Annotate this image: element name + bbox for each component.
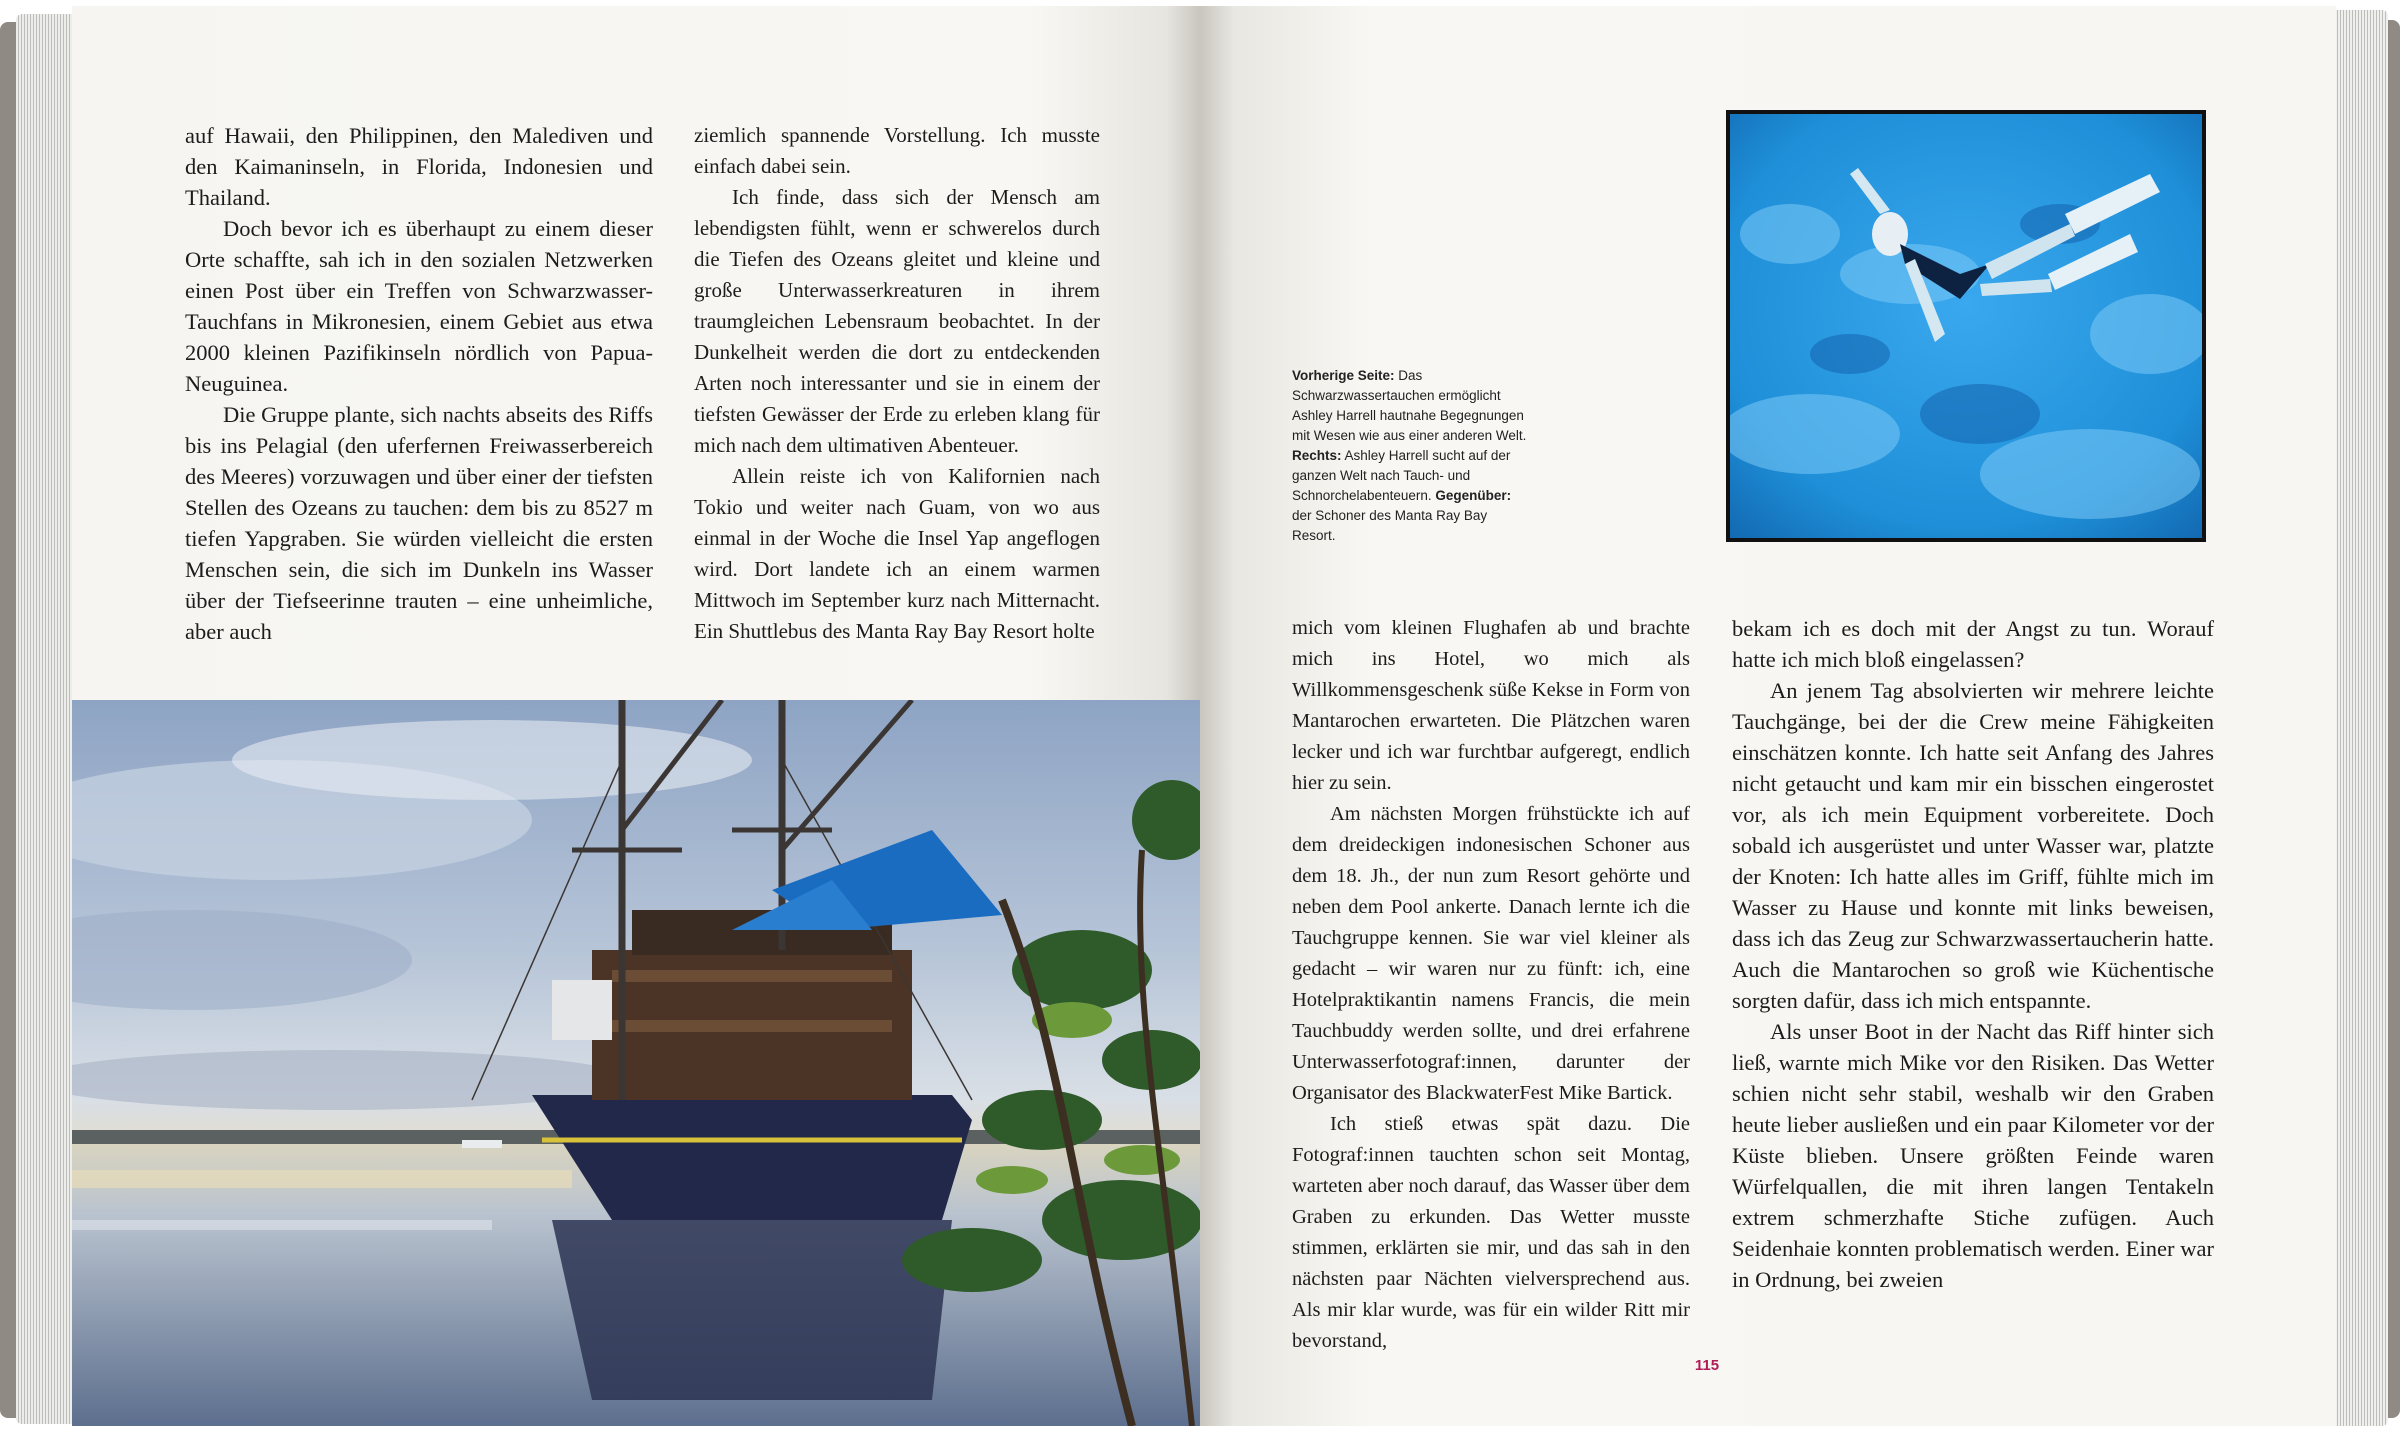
caption-text: Ashley Harrell sucht auf der ganzen Welt nach Tauch- und Schnorchelabenteuern. xyxy=(1292,448,1511,503)
paragraph: Am nächsten Morgen frühstückte ich auf dem dreideckigen indonesischen Schoner aus dem 18. Jh., der nun zum Resort gehörte und neben dem Pool ankerte. Danach lernte ich die Tauchgruppe kennen. Sie war viel kleiner als gedacht – wir waren nur zu fünft: ich, eine Hotelpraktikantin namens Francis, die mein Tauchbuddy werden sollte, und drei erfahrene Unterwasserfotograf:innen, darunter der Organisator des BlackwaterFest Mike Bartick. xyxy=(1292,803,1690,1104)
paragraph: Allein reiste ich von Kalifornien nach Tokio und weiter nach Guam, von wo aus einmal in der Woche die Insel Yap angeflogen wird. Dort landete ich an einem warmen Mittwoch im September kurz nach Mitternacht. Ein Shuttlebus des Manta Ray Bay Resort holte xyxy=(694,464,1100,643)
paragraph: Die Gruppe plante, sich nachts abseits des Riffs bis ins Pelagial (den uferfernen Freiwasserbereich des Meeres) vorzuwagen und über einer der tiefsten Stellen des Ozeans zu tauchen: dem bis zu 8527 m tiefen Yapgraben. Sie würden vielleicht die ersten Menschen sein, die sich im Dunkeln ins Wasser über der Tiefseerinne trauten – eine unheimliche, aber auch xyxy=(185,402,653,644)
paragraph: auf Hawaii, den Philippinen, den Malediven und den Kaimaninseln, in Florida, Indonesien und Thailand. xyxy=(185,123,653,210)
paragraph: Ich finde, dass sich der Mensch am lebendigsten fühlt, wenn er schwerelos durch die Tiefen des Ozeans gleitet und kleine und große Unterwasserkreaturen in ihrem traumgleichen Lebensraum beobachtet. In der Dunkelheit werden die dort zu entdeckenden Arten noch interessanter und sie in einem der tiefsten Gewässer der Erde zu erleben klang für mich nach dem ultimativen Abenteuer. xyxy=(694,185,1100,457)
page-number: 115 xyxy=(1694,1357,1720,1374)
right-text-column-2 xyxy=(1732,613,2214,1295)
paragraph: An jenem Tag absolvierten wir mehrere leichte Tauchgänge, bei der die Crew meine Fähigkeiten einschätzen konnte. Ich hatte seit Anfang des Jahres nicht getaucht und kam mir ein bisschen eingerostet vor, als ich mein Equipment vorbereitete. Doch sobald ich ausgerüstet und unter Wasser war, platzte der Knoten: Ich hatte alles im Griff, fühlte mich im Wasser zu Hause und konnte mit links beweisen, dass ich das Zeug zur Schwarzwassertaucherin hatte. Auch die Mantarochen so groß wie Küchentische sorgten dafür, dass ich mich entspannte. xyxy=(1732,678,2214,1013)
paragraph: ziemlich spannende Vorstellung. Ich musste einfach dabei sein. xyxy=(694,123,1100,178)
photo-caption xyxy=(1292,366,1528,546)
caption-label: Vorherige Seite: xyxy=(1292,368,1395,383)
paragraph: bekam ich es doch mit der Angst zu tun. Worauf hatte ich mich bloß eingelassen? xyxy=(1732,616,2214,672)
page-edges-left xyxy=(16,14,74,1424)
paragraph: Ich stieß etwas spät dazu. Die Fotograf:innen tauchten schon seit Montag, warteten aber noch darauf, das Wasser über dem Graben zu erkunden. Das Wetter musste stimmen, erklärten sie mir, und das sah in den nächsten paar Nächten vielversprechend aus. Als mir klar wurde, was für ein wilder Ritt mir bevorstand, xyxy=(1292,1113,1690,1352)
caption-text: der Schoner des Manta Ray Bay Resort. xyxy=(1292,508,1488,543)
left-text-column-2 xyxy=(694,120,1100,647)
paragraph: Als unser Boot in der Nacht das Riff hinter sich ließ, warnte mich Mike vor den Risiken. Das Wetter schien nicht sehr stabil, weshalb wir den Graben heute lieber ausließen und ein paar Kilometer vor der Küste blieben. Unsere größten Feinde waren Würfelquallen, die mit ihren langen Tentakeln extrem schmerzhafte Stiche zufügen. Auch Seidenhaie konnten problematisch werden. Einer war in Ordnung, bei zweien xyxy=(1732,1019,2214,1292)
right-text-column-1 xyxy=(1292,613,1690,1357)
left-text-column-1 xyxy=(185,120,653,647)
paragraph: Doch bevor ich es überhaupt zu einem dieser Orte schaffte, sah ich in den sozialen Netzwerken einen Post über ein Treffen von Schwarzwasser-Tauchfans in Mikronesien, einem Gebiet aus etwa 2000 kleinen Pazifikinseln nördlich von Papua-Neuguinea. xyxy=(185,216,653,396)
paragraph: mich vom kleinen Flughafen ab und brachte mich ins Hotel, wo mich als Willkommensgeschenk süße Kekse in Form von Mantarochen erwarteten. Die Plätzchen waren lecker und ich war furchtbar aufgeregt, endlich hier zu sein. xyxy=(1292,617,1690,794)
caption-text: Das Schwarzwassertauchen ermöglicht Ashley Harrell hautnahe Begegnungen mit Wesen wie aus einer anderen Welt. xyxy=(1292,368,1527,443)
caption-label: Rechts: xyxy=(1292,448,1342,463)
freediver-photo xyxy=(1726,110,2206,542)
caption-label: Gegenüber: xyxy=(1435,488,1512,503)
schooner-photo xyxy=(72,700,1200,1426)
